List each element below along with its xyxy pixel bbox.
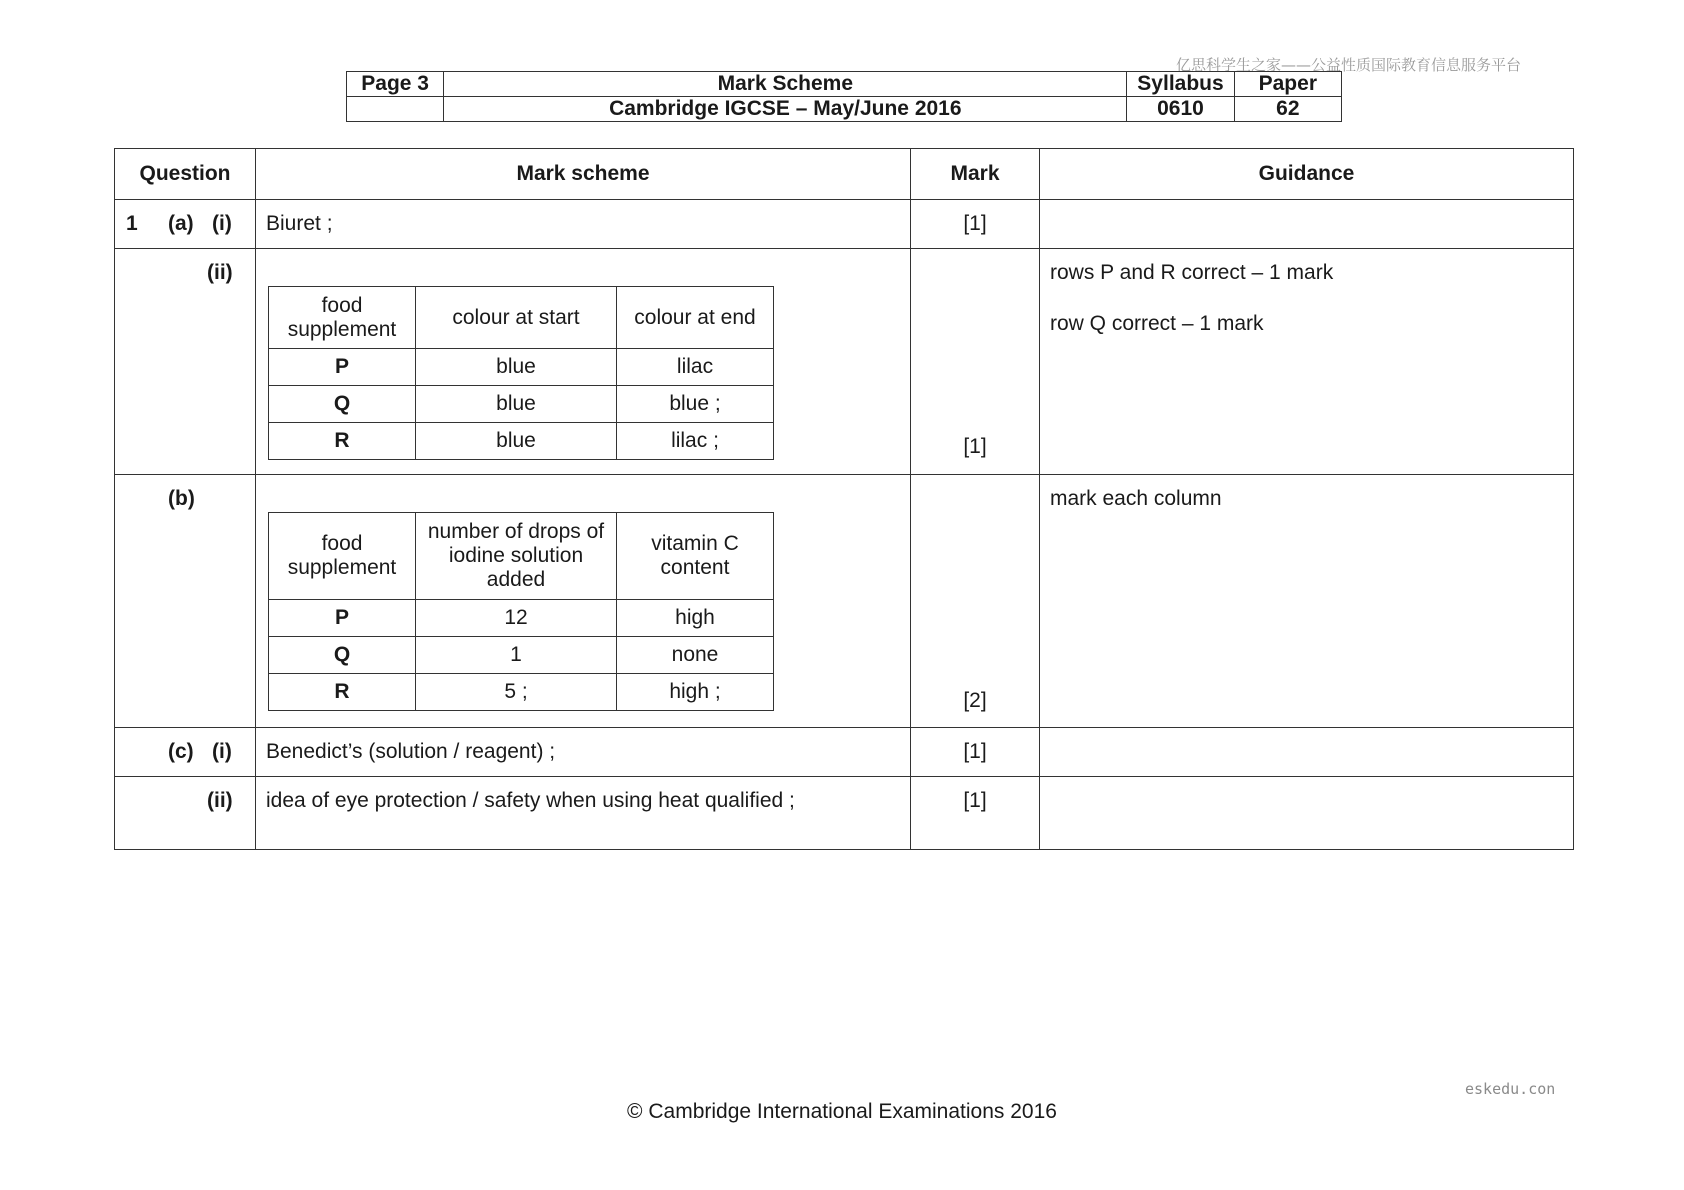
mark-cell (911, 475, 1040, 728)
biuret-results-table (268, 286, 774, 460)
inner-header: number of drops of iodine solution added (416, 513, 617, 600)
copyright-footer: © Cambridge International Examinations 2016 (627, 1100, 1057, 1123)
exam-name: Cambridge IGCSE – May/June 2016 (444, 97, 1127, 122)
table-row (115, 249, 1574, 475)
mark-value: [1] (911, 728, 1040, 777)
inner-cell: none (617, 637, 774, 674)
inner-cell: P (269, 349, 416, 386)
question-cell (115, 728, 256, 777)
guidance-cell (1040, 777, 1574, 850)
scheme-cell (256, 249, 911, 475)
guidance-text (1040, 200, 1574, 249)
inner-cell: high ; (617, 674, 774, 711)
empty-cell (347, 97, 444, 122)
mark-value: [1] (963, 435, 987, 458)
inner-cell: lilac ; (617, 423, 774, 460)
inner-cell: blue (416, 386, 617, 423)
inner-header: vitamin C content (617, 513, 774, 600)
page-header-table (346, 71, 1342, 122)
syllabus-code: 0610 (1127, 97, 1234, 122)
guidance-cell (1040, 728, 1574, 777)
table-row (115, 200, 1574, 249)
inner-cell: blue ; (617, 386, 774, 423)
guidance-text: row Q correct – 1 mark (1050, 312, 1264, 335)
question-subpart: (i) (212, 212, 232, 235)
scheme-cell (256, 475, 911, 728)
table-row (115, 777, 1574, 850)
inner-cell: 12 (416, 600, 617, 637)
guidance-text: rows P and R correct – 1 mark (1050, 261, 1334, 284)
inner-cell: Q (269, 637, 416, 674)
question-part: (b) (168, 487, 195, 510)
question-subpart: (ii) (207, 789, 233, 812)
question-subpart: (i) (212, 740, 232, 763)
inner-cell: 5 ; (416, 674, 617, 711)
doc-title: Mark Scheme (444, 72, 1127, 97)
syllabus-label: Syllabus (1127, 72, 1234, 97)
mark-value: [1] (911, 777, 1040, 850)
col-mark-scheme: Mark scheme (256, 149, 911, 200)
question-part: (c) (168, 740, 194, 763)
iodine-results-table (268, 512, 774, 711)
inner-cell: R (269, 674, 416, 711)
inner-cell: lilac (617, 349, 774, 386)
inner-header: food supplement (269, 513, 416, 600)
inner-cell: high (617, 600, 774, 637)
watermark-top: 亿思科学生之家——公益性质国际教育信息服务平台 (1176, 56, 1522, 74)
inner-cell: P (269, 600, 416, 637)
question-number: 1 (126, 212, 138, 235)
inner-header: colour at end (617, 287, 774, 349)
question-part: (a) (168, 212, 194, 235)
inner-cell: Q (269, 386, 416, 423)
scheme-text: idea of eye protection / safety when using heat qualified ; (256, 777, 911, 850)
question-cell (115, 475, 256, 728)
page-number: Page 3 (347, 72, 444, 97)
mark-value: [1] (911, 200, 1040, 249)
guidance-text: mark each column (1040, 475, 1574, 728)
inner-cell: blue (416, 423, 617, 460)
question-subpart: (ii) (207, 261, 233, 284)
inner-header: food supplement (269, 287, 416, 349)
question-cell (115, 249, 256, 475)
watermark-bottom: eskedu.con (1465, 1080, 1556, 1098)
mark-value: [2] (963, 689, 987, 712)
question-cell (115, 777, 256, 850)
table-row (115, 728, 1574, 777)
col-guidance: Guidance (1040, 149, 1574, 200)
guidance-cell (1040, 249, 1574, 475)
col-question: Question (115, 149, 256, 200)
table-row (115, 475, 1574, 728)
scheme-text: Benedict’s (solution / reagent) ; (256, 728, 911, 777)
paper-number: 62 (1234, 97, 1341, 122)
inner-cell: 1 (416, 637, 617, 674)
mark-scheme-table (114, 148, 1574, 850)
inner-cell: R (269, 423, 416, 460)
question-cell (115, 200, 256, 249)
col-mark: Mark (911, 149, 1040, 200)
paper-label: Paper (1234, 72, 1341, 97)
mark-cell (911, 249, 1040, 475)
scheme-text: Biuret ; (256, 200, 911, 249)
inner-header: colour at start (416, 287, 617, 349)
inner-cell: blue (416, 349, 617, 386)
